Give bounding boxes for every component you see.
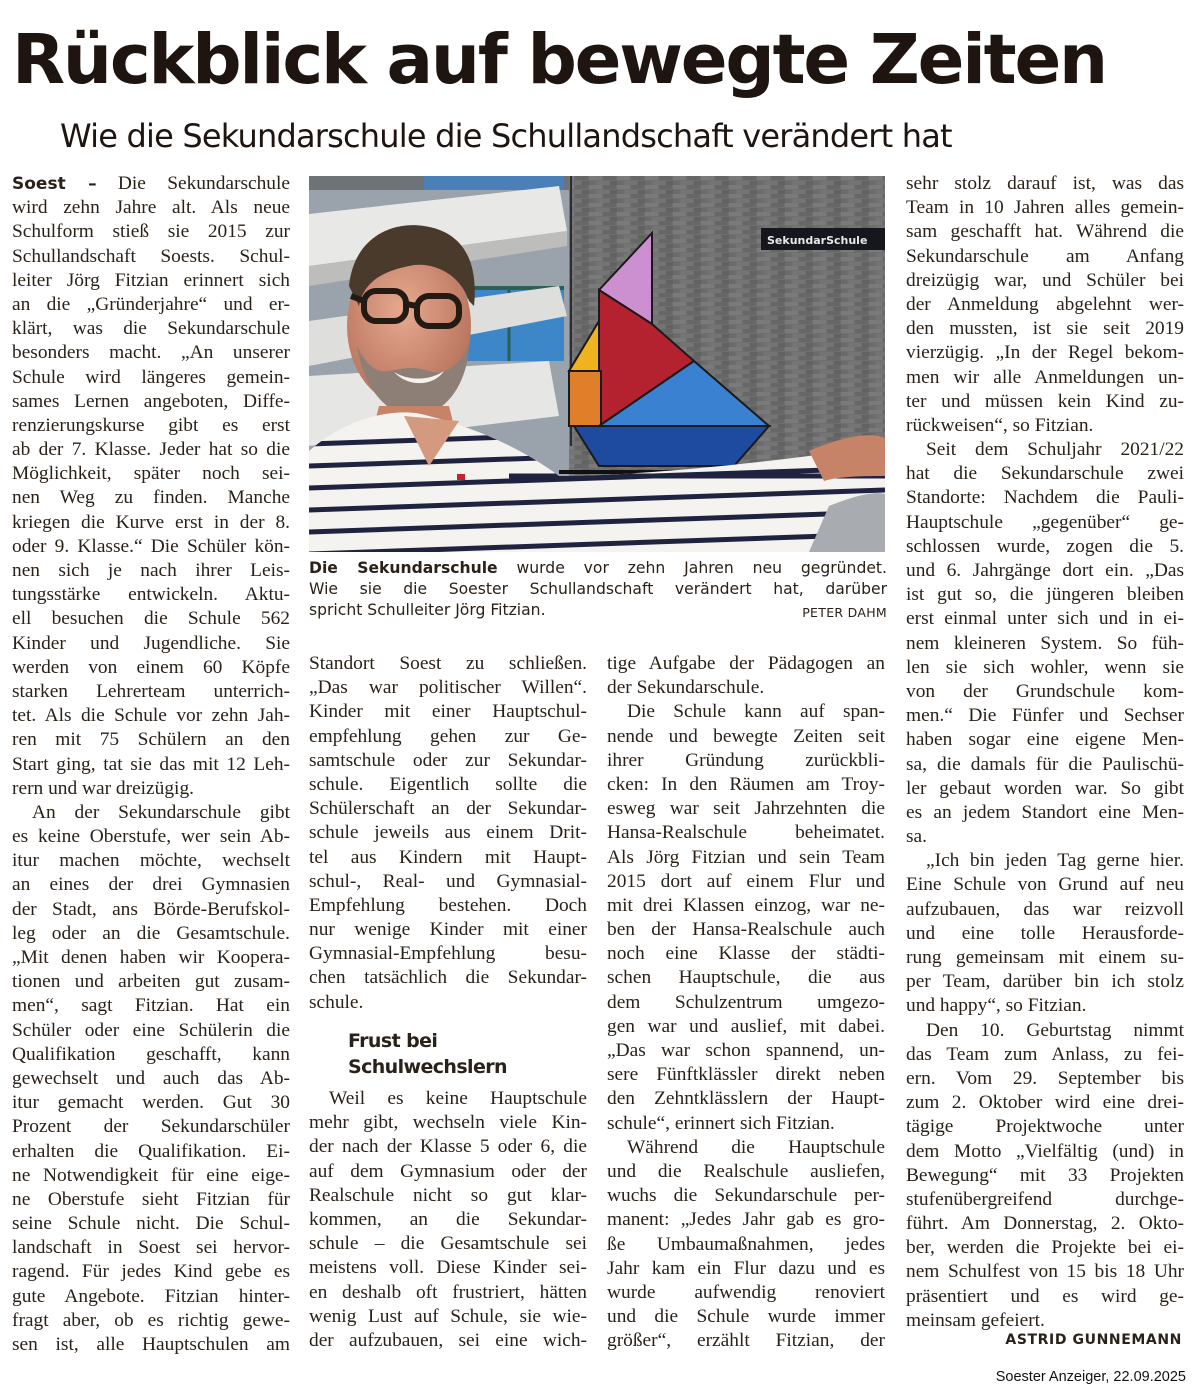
text-line: Die Schule kann auf span- [627, 701, 885, 723]
text-line: cken: In den Räumen am Troy- [607, 773, 885, 795]
text-line: nur wenige Kinder mit einer [309, 919, 587, 941]
text-line: es an jedem Standort eine Men- [906, 801, 1184, 823]
text-line: und die Schule wurde immer [607, 1306, 885, 1328]
text-line: nende und bewegte Zeiten seit [607, 725, 885, 747]
text-line: mehr gibt, wechseln viele Kin- [309, 1112, 587, 1134]
text-line: präsentiert und es wird ge- [906, 1285, 1184, 1307]
text-line: ist gut so, die jüngeren bleiben [906, 584, 1184, 606]
text-line: len sie sich wohler, wenn sie [906, 656, 1184, 678]
caption-line: wurde vor zehn Jahren neu gegründet. [497, 559, 887, 577]
text-line: leg oder an die Gesamtschule. [12, 922, 290, 944]
text-line: nen sich je nach ihrer Leis- [12, 560, 290, 581]
text-line: Schülerschaft an der Sekundar- [309, 798, 587, 820]
text-line: dreizügig war, und Schüler bei [906, 269, 1184, 291]
text-line: noch eine Klasse der städti- [607, 943, 885, 965]
text-line: itur gemacht werden. Gut 30 [12, 1092, 290, 1114]
text-line: Seit dem Schuljahr 2021/22 [926, 439, 1184, 461]
text-line: und eine tolle Herausforde- [906, 922, 1184, 944]
text-line: haben sogar eine eigene Men- [906, 729, 1184, 751]
text-line: samtschule oder zur Sekundar- [309, 749, 587, 771]
text-line: rung gemeinsam mit einem su- [906, 947, 1184, 968]
text-line: Empfehlung bestehen. Doch [309, 894, 587, 916]
text-line: Realschule nicht so gut klar- [309, 1184, 587, 1206]
headline: Rückblick auf bewegte Zeiten [12, 20, 1106, 100]
text-line: Schüler oder eine Schülerin die [12, 1019, 290, 1041]
text-line: auf dem Gymnasium oder der [309, 1160, 587, 1182]
text-line: das Team zum Anlass, zu fei- [906, 1043, 1184, 1065]
text-line: Möglichkeit, später noch sei- [12, 463, 290, 485]
text-line: Den 10. Geburtstag nimmt [926, 1019, 1184, 1041]
text-line: sehr stolz darauf ist, was das [906, 173, 1184, 194]
text-line: ab der 7. Klasse. Jeder hat so die [12, 439, 290, 461]
article-column-4 [906, 172, 1184, 1333]
dateline: Soest – [12, 174, 97, 194]
article-column-2 [309, 652, 587, 1015]
text-line: sa, die damals für die Paulischü- [906, 753, 1184, 775]
text-line: tet. Als die Schule vor zehn Jah- [12, 705, 290, 727]
text-line: en deshalb oft frustriert, hätten [309, 1281, 587, 1303]
text-line: tungsstärke entwickeln. Aktu- [12, 584, 290, 606]
text-line: nem Schulfest von 15 bis 18 Uhr [906, 1261, 1184, 1283]
text-line: Während die Hauptschule [627, 1136, 885, 1158]
text-line: der Stadt, ans Börde-Berufskol- [12, 898, 290, 920]
section-subtitle [348, 1028, 507, 1080]
text-line: ne Notwendigkeit für eine eige- [12, 1164, 290, 1186]
text-line: schule. Eigentlich sollte die [309, 773, 587, 795]
text-line: Sekundarschule am Anfang [906, 245, 1184, 267]
text-line: schen Hauptschule, die aus [607, 967, 885, 989]
text-line: Als Jörg Fitzian und sein Team [607, 846, 885, 868]
text-line: sa. [906, 826, 928, 848]
text-line: sam geschafft hat. Während die [906, 221, 1184, 243]
caption-line: Wie sie die Soester Schullandschaft verändert hat, darüber [309, 580, 887, 598]
text-line: es keine Oberstufe, wer sein Ab- [12, 826, 290, 848]
text-line: schule. [309, 991, 364, 1013]
text-line: vierzügig. „In der Regel bekom- [906, 342, 1184, 364]
text-line: Weil es keine Hauptschule [329, 1088, 587, 1109]
text-line: rern und war dreizügig. [12, 777, 194, 799]
text-line: von der Grundschule kom- [906, 680, 1184, 702]
text-line: sames Lernen angeboten, Diffe- [12, 390, 290, 412]
text-line: Standort Soest zu schließen. [309, 653, 587, 674]
text-line: nen Weg zu finden. Manche [12, 487, 290, 509]
text-line: der nach der Klasse 5 oder 6, die [309, 1136, 587, 1158]
text-line: meinsam gefeiert. [906, 1309, 1045, 1331]
text-line: der Anmeldung abgelehnt wer- [906, 293, 1184, 315]
text-line: Start ging, tat sie das mit 12 Leh- [12, 753, 290, 775]
text-line: meistens voll. Diese Kinder sei- [309, 1257, 587, 1279]
text-line: „Das war politischer Willen“. [309, 677, 587, 699]
text-line: schule jeweils aus einem Drit- [309, 822, 587, 844]
text-line: erst einmal unter sich und in ei- [906, 608, 1184, 630]
text-line: Team in 10 Jahren alles gemein- [906, 197, 1184, 219]
text-line: ler gebaut worden war. So gibt [906, 777, 1184, 799]
text-line: den Zehntklässlern der Haupt- [607, 1088, 885, 1110]
text-line: ter und müssen kein Kind zu- [906, 390, 1184, 412]
text-line: landschaft in Soest sei hervor- [12, 1237, 290, 1259]
text-line: Kinder mit einer Hauptschul- [309, 701, 587, 723]
text-line: esweg war seit Jahrzehnten die [607, 798, 885, 820]
text-line: kommen, an die Sekundar- [309, 1208, 587, 1230]
text-line: „Mit denen haben wir Koopera- [12, 947, 290, 968]
text-line: der Sekundarschule. [607, 677, 765, 699]
text-line: zum 2. Oktober wird eine drei- [906, 1092, 1184, 1114]
subheadline: Wie die Sekundarschule die Schullandschaft verändert hat [60, 117, 952, 155]
text-line: „Das war schon spannend, un- [607, 1040, 885, 1061]
article-column-3 [607, 652, 885, 1353]
caption-bold-lead: Die Sekundarschule [309, 559, 498, 577]
text-line: wurde aufwendig renoviert [607, 1281, 885, 1303]
text-line: seine Schule nicht. Die Schul- [12, 1213, 290, 1235]
text-line: Prozent der Sekundarschüler [12, 1116, 290, 1138]
text-line: ße Umbaumaßnahmen, jedes [607, 1233, 885, 1255]
text-line: gewechselt und auch das Ab- [12, 1067, 290, 1089]
text-line: der aufzubauen, sei eine wich- [309, 1329, 587, 1351]
text-line: schul-, Real- und Gymnasial- [309, 870, 587, 892]
text-line: ne Oberstufe sieht Fitzian für [12, 1188, 290, 1210]
text-line: Bewegung“ mit 33 Projekten [906, 1164, 1184, 1186]
text-line: men wir alle Anmeldungen un- [906, 366, 1184, 388]
text-line: an die „Gründerjahre“ und er- [12, 293, 290, 315]
text-line: tel aus Kindern mit Haupt- [309, 846, 587, 868]
text-line: gute Angebote. Fitzian hinter- [12, 1285, 290, 1307]
text-line: nem kleineren System. So füh- [906, 632, 1184, 654]
photo-credit: PETER DAHM [802, 605, 887, 620]
text-line: und happy“, so Fitzian. [906, 995, 1087, 1017]
text-line: leiter Jörg Fitzian erinnert sich [12, 269, 290, 291]
text-line: mit drei Klassen einzog, war ne- [607, 894, 885, 916]
text-line: an eines der drei Gymnasien [12, 874, 290, 896]
text-line: den mussten, ist sie seit 2019 [906, 318, 1184, 340]
text-line: Eine Schule von Grund auf neu [906, 874, 1184, 896]
article-column-2-continued [309, 1087, 587, 1353]
text-line: rückweisen“, so Fitzian. [906, 414, 1094, 436]
text-line: Kinder und Jugendliche. Sie [12, 632, 290, 654]
text-line: Standorte: Nachdem die Pauli- [906, 487, 1184, 509]
text-line: besonders macht. „An unserer [12, 342, 290, 364]
text-line: schlossen wurde, zogen die 5. [906, 535, 1184, 557]
section-subtitle-line: Frust bei [348, 1030, 438, 1052]
text-line: tägige Projektwoche unter [906, 1116, 1184, 1138]
text-line: An der Sekundarschule gibt [32, 801, 290, 823]
text-line: per Team, darüber bin ich stolz [906, 971, 1184, 993]
text-line: Schule wird längeres gemein- [12, 366, 290, 388]
article-column-1 [12, 172, 290, 1357]
text-line: ber, werden die Projekte bei ei- [906, 1237, 1184, 1259]
text-line [12, 172, 290, 196]
text-line: Hansa-Realschule beheimatet. [607, 822, 885, 844]
text-line: oder 9. Klasse.“ Die Schüler kön- [12, 535, 290, 557]
text-line: und die Realschule ausliefen, [607, 1160, 885, 1182]
text-line: größer“, erzählt Fitzian, der [607, 1330, 885, 1352]
text-line: tige Aufgabe der Pädagogen an [607, 653, 885, 674]
caption-line: spricht Schulleiter Jörg Fitzian. [309, 601, 546, 619]
text-line: renzierungskurse gibt es erst [12, 414, 290, 436]
text-line: ern. Vom 29. September bis [906, 1067, 1184, 1089]
text-line: kriegen die Kurve erst in der 8. [12, 511, 290, 533]
text-line: wenig Lust auf Schule, sie wie- [309, 1305, 587, 1327]
text-line: ren mit 75 Schülern an den [12, 729, 290, 751]
text-line: erhalten die Qualifikation. Ei- [12, 1140, 290, 1162]
text-line: wuchs die Sekundarschule per- [607, 1185, 885, 1207]
author-byline: ASTRID GUNNEMANN [1005, 1332, 1182, 1348]
text-line: hat die Sekundarschule zwei [906, 463, 1184, 485]
school-sign-text: SekundarSchule [767, 234, 868, 247]
text-line: 2015 dort auf einem Flur und [607, 870, 885, 892]
text-line: manent: „Jedes Jahr gab es gro- [607, 1209, 885, 1231]
text-line: aufzubauen, das war reizvoll [906, 898, 1184, 920]
text-line: „Ich bin jeden Tag gerne hier. [926, 850, 1184, 872]
text-line: ragend. Für jedes Kind gebe es [12, 1261, 290, 1283]
text-line: stufenübergreifend durchge- [906, 1188, 1184, 1210]
text-line: klärt, was die Sekundarschule [12, 318, 290, 340]
photo-illustration [309, 176, 885, 552]
text-line: dem Schulzentrum umgezo- [607, 991, 885, 1013]
photo-caption [309, 558, 887, 621]
text-line: ben der Hansa-Realschule auch [607, 919, 885, 941]
text-line: itur machen möchte, wechselt [12, 850, 290, 872]
text-line: führt. Am Donnerstag, 2. Okto- [906, 1213, 1184, 1235]
article-photo [309, 176, 885, 552]
text-line: und 6. Jahrgänge dort ein. „Das [906, 560, 1184, 581]
text-line: Qualifikation geschafft, kann [12, 1043, 290, 1065]
source-note: Soester Anzeiger, 22.09.2025 [995, 1369, 1186, 1385]
text-line-content: Die Sekundarschule [96, 173, 290, 194]
text-line: Gymnasial-Empfehlung besu- [309, 943, 587, 965]
text-line: fragt aber, ob es richtig gewe- [12, 1309, 290, 1331]
text-line: werden von einem 60 Köpfe [12, 656, 290, 678]
text-line: sen ist, alle Hauptschulen am [12, 1334, 290, 1355]
text-line: sere Fünftklässler direkt neben [607, 1064, 885, 1086]
text-line: tionen und arbeiten gut zusam- [12, 971, 290, 993]
text-line: men“, sagt Fitzian. Hat ein [12, 995, 290, 1017]
text-line: schule – die Gesamtschule sei [309, 1233, 587, 1255]
text-line: empfehlung gehen zur Ge- [309, 725, 587, 747]
text-line: ell besuchen die Schule 562 [12, 608, 290, 630]
section-subtitle-line: Schulwechslern [348, 1056, 507, 1078]
text-line: Hauptschule „gegenüber“ ge- [906, 511, 1184, 533]
text-line: chen tatsächlich die Sekundar- [309, 967, 587, 989]
text-line: ihrer Gründung zurückbli- [607, 749, 885, 771]
text-line: gen war und auslief, mit dabei. [607, 1015, 885, 1037]
text-line: dem Motto „Vielfältig (und) in [906, 1140, 1184, 1162]
text-line: Jahr kam ein Flur dazu und es [607, 1257, 885, 1279]
text-line: Schullandschaft Soests. Schul- [12, 245, 290, 267]
text-line: schule“, erinnert sich Fitzian. [607, 1112, 835, 1134]
text-line: starken Lehrerteam unterrich- [12, 680, 290, 702]
text-line: wird zehn Jahre alt. Als neue [12, 197, 290, 219]
text-line: Schulform stieß sie 2015 zur [12, 221, 290, 243]
text-line: men.“ Die Fünfer und Sechser [906, 705, 1184, 727]
